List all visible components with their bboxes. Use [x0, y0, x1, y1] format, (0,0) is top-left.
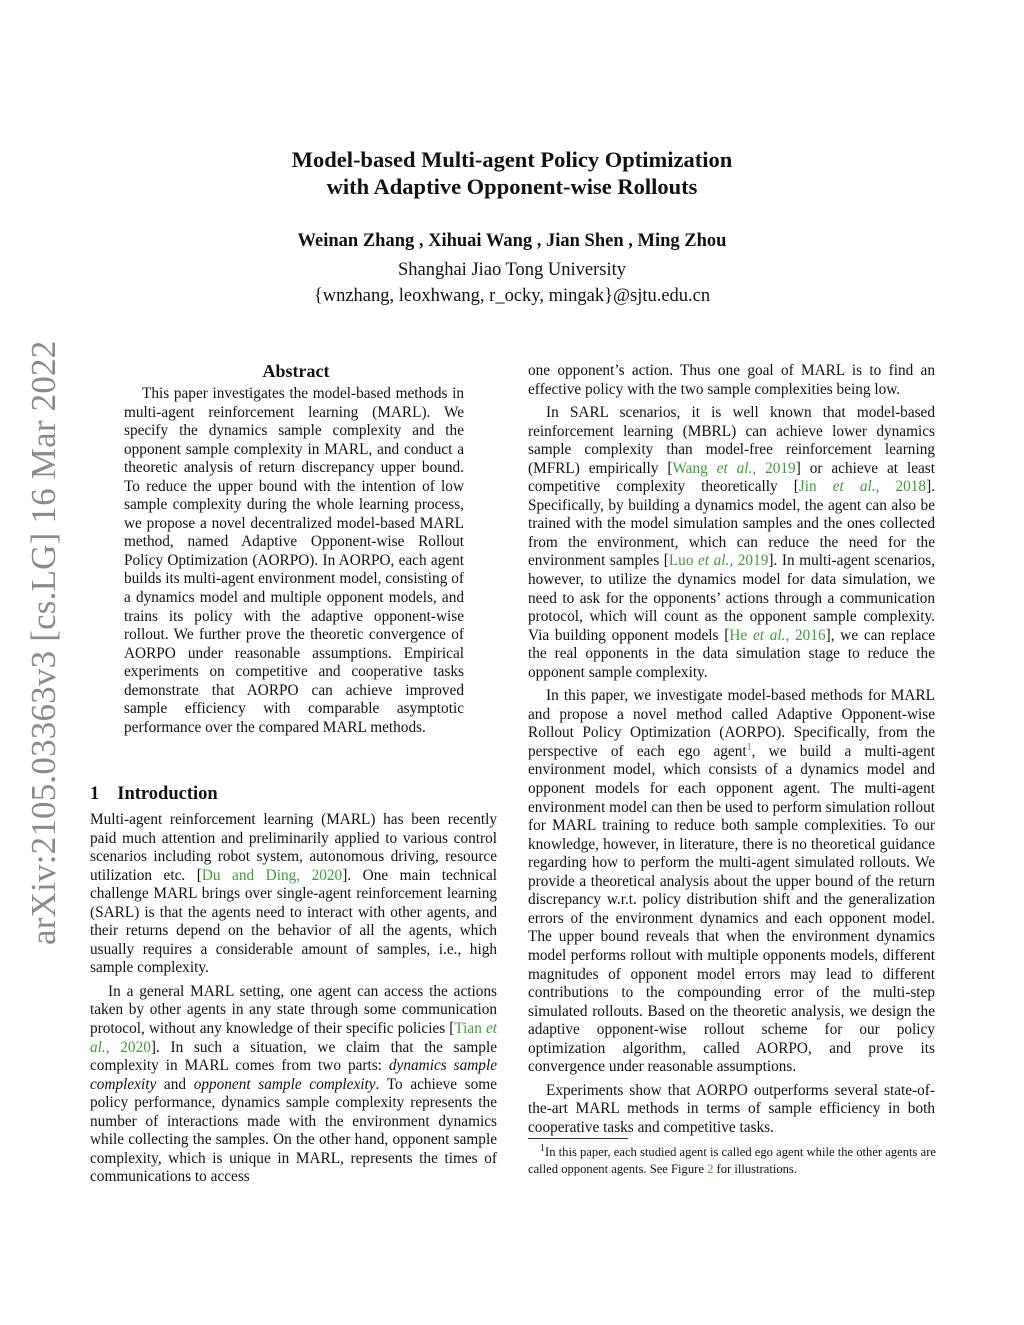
paper-title-line-1: Model-based Multi-agent Policy Optimization — [291, 147, 733, 172]
cite-etal: et al. — [698, 552, 730, 570]
cite-author: Luo — [668, 552, 699, 570]
text-run: ], we can replace the real opponents in the data simulation stage to reduce the opponent sample complexity. — [528, 626, 936, 681]
right-paragraph-2 — [528, 687, 935, 1076]
intro-paragraph-1 — [90, 811, 497, 978]
cite-author: Wang — [672, 459, 717, 477]
abstract-text: This paper investigates the model-based methods in multi-agent reinforcement learning (MARL). We specify the dynamics sample complexity and the opponent sample complexity in MARL, and conduct a theoretic analysis of return discrepancy upper bound. To reduce the upper bound with the intention of low sample complexity during the whole learning process, we propose a novel decentralized model-based MARL method, named Adaptive Opponent-wise Rollout Policy Optimization (AORPO). In AORPO, each agent builds its multi-agent environment model, consisting of a dynamics model and multiple opponent models, and trains its policy with the adaptive opponent-wise rollout. We further prove the theoretic convergence of AORPO under reasonable assumptions. Empirical experiments on competitive and cooperative tasks demonstrate that AORPO can achieve improved sample efficiency with comparable asymptotic performance over the compared MARL methods. — [124, 385, 464, 736]
cite-etal: et al. — [716, 459, 753, 477]
citation-link[interactable] — [672, 460, 795, 477]
right-paragraph-3: Experiments show that AORPO outperforms several state-of-the-art MARL methods in terms of sample efficiency in both cooperative tasks and competitive tasks. — [528, 1081, 935, 1136]
section-title: Introduction — [117, 784, 218, 804]
cite-author: He — [729, 626, 753, 644]
text-run: ]. In such a situation, we claim that the sample complexity in MARL comes from two parts: — [90, 1038, 497, 1075]
text-run: In a general MARL setting, one agent can access the actions taken by other agents in any state through some communication protocol, without any knowledge of their specific policies [ — [90, 982, 497, 1038]
text-run: , we build a multi-agent environment model, which consists of a dynamics model and opponent models for each opponent agent. The multi-agent environment model can then be used to perform simulation rollout for MARL training to reduce both sample complexities. To our knowledge, however, in literature, there is no theoretical guidance regarding how to perform the multi-agent simulated rollouts. We provide a theoretical analysis about the upper bound of the return discrepancy w.r.t. policy distribution shift and the generalization errors of the environment dynamics and each opponent model. The upper bound reveals that when the environment dynamics model performs rollout with multiple opponents models, different magnitudes of opponent model errors may lead to different contributions to the compounding error of the multi-step simulated rollouts. Based on the theoretic analysis, we design the adaptive opponent-wise rollout scheme for our policy optimization algorithm, called AORPO, and prove its convergence under reasonable assumptions. — [528, 742, 935, 1076]
arxiv-sidebar-stamp: arXiv:2105.03363v3 [cs.LG] 16 Mar 2022 — [24, 340, 63, 945]
footnote — [528, 1144, 936, 1177]
citation-link[interactable] — [669, 552, 769, 569]
cite-year: , 2019 — [729, 552, 769, 570]
text-run: ]. Specifically, by building a dynamics model, the agent can also be trained with the model simulation samples and the ones collected from the environment, which can reduce the need for the environment samples [ — [528, 478, 935, 570]
cite-author: Jin — [798, 478, 833, 496]
text-run: Multi-agent reinforcement learning (MARL) has been recently paid much attention and preliminarily applied to various control scenarios including robot system, autonomous driving, resource utilization etc. [ — [90, 811, 497, 884]
emphasis-term: dynamics sample complexity — [90, 1057, 497, 1093]
abstract-body — [124, 385, 464, 737]
text-run: In this paper, we investigate model-based methods for MARL and propose a novel method called Adaptive Opponent-wise Rollout Policy Optimization (AORPO). Specifically, from the perspective of each ego agent — [528, 687, 935, 760]
right-paragraph-1 — [528, 404, 935, 682]
intro-left-column — [90, 811, 497, 1187]
affiliation: Shanghai Jiao Tong University — [397, 260, 627, 280]
text-run: . To achieve some policy performance, dynamics sample complexity represents the number of interactions made with the environment dynamics while collecting the samples. On the other hand, opponent sample complexity, which is unique in MARL, represents the times of communications to access — [90, 1075, 497, 1186]
citation-link[interactable] — [799, 478, 926, 495]
paper-title-line-2: with Adaptive Opponent-wise Rollouts — [326, 174, 698, 199]
section-heading-introduction — [90, 784, 218, 805]
text-run: ]. One main technical challenge MARL brings over single-agent reinforcement learning (SARL) is that the agents need to interact with other agents, and their returns depend on the behavior of all the agents, which usually requires a considerable amount of samples, i.e., high sample complexity. — [90, 866, 497, 977]
right-paragraph-0: one opponent’s action. Thus one goal of MARL is to find an effective policy with the two sample complexities being low. — [528, 362, 935, 398]
author-emails[interactable]: {wnzhang, leoxhwang, r_ocky, mingak}@sjtu.edu.cn — [313, 286, 711, 306]
cite-year: , 2019 — [752, 459, 796, 477]
intro-paragraph-2 — [90, 983, 497, 1187]
text-run: In SARL scenarios, it is well known that model-based reinforcement learning (MBRL) can achieve lower dynamics sample complexity than model-free reinforcement learning (MFRL) empirically [ — [528, 404, 935, 477]
text-run: ] or achieve at least competitive complexity theoretically [ — [528, 459, 935, 496]
emphasis-term: opponent sample complexity — [193, 1075, 376, 1093]
cite-year: , 2018 — [875, 478, 927, 496]
section-number: 1 — [90, 784, 100, 804]
text-run: for illustrations. — [713, 1161, 797, 1176]
footnote-rule — [528, 1138, 628, 1139]
cite-year: , 2020 — [105, 1038, 151, 1056]
footnote-mark: 1 — [540, 1142, 545, 1154]
citation-link[interactable]: Du and Ding, 2020 — [201, 866, 343, 884]
intro-right-column — [528, 362, 935, 1137]
cite-year: , 2016 — [785, 626, 826, 644]
text-run: ]. In multi-agent scenarios, however, to utilize the dynamics model for data simulation, we need to ask for the opponents’ actions through a communication protocol, which will count as the opponent sample complexity. Via building opponent models [ — [528, 552, 936, 644]
text-run: and — [156, 1075, 194, 1093]
cite-etal: et al. — [752, 626, 786, 644]
cite-etal: et al. — [90, 1020, 497, 1056]
abstract-heading: Abstract — [262, 361, 330, 381]
citation-link[interactable] — [729, 627, 825, 644]
footnote-marker[interactable]: 1 — [746, 741, 752, 753]
cite-etal: et al. — [832, 478, 876, 496]
cite-author: Tian — [454, 1020, 486, 1038]
figure-ref-link[interactable]: 2 — [707, 1161, 714, 1176]
text-run: In this paper, each studied agent is called ego agent while the other agents are called opponent agents. See Figure — [528, 1145, 936, 1176]
author-list: Weinan Zhang , Xihuai Wang , Jian Shen , Ming Zhou — [297, 231, 727, 251]
